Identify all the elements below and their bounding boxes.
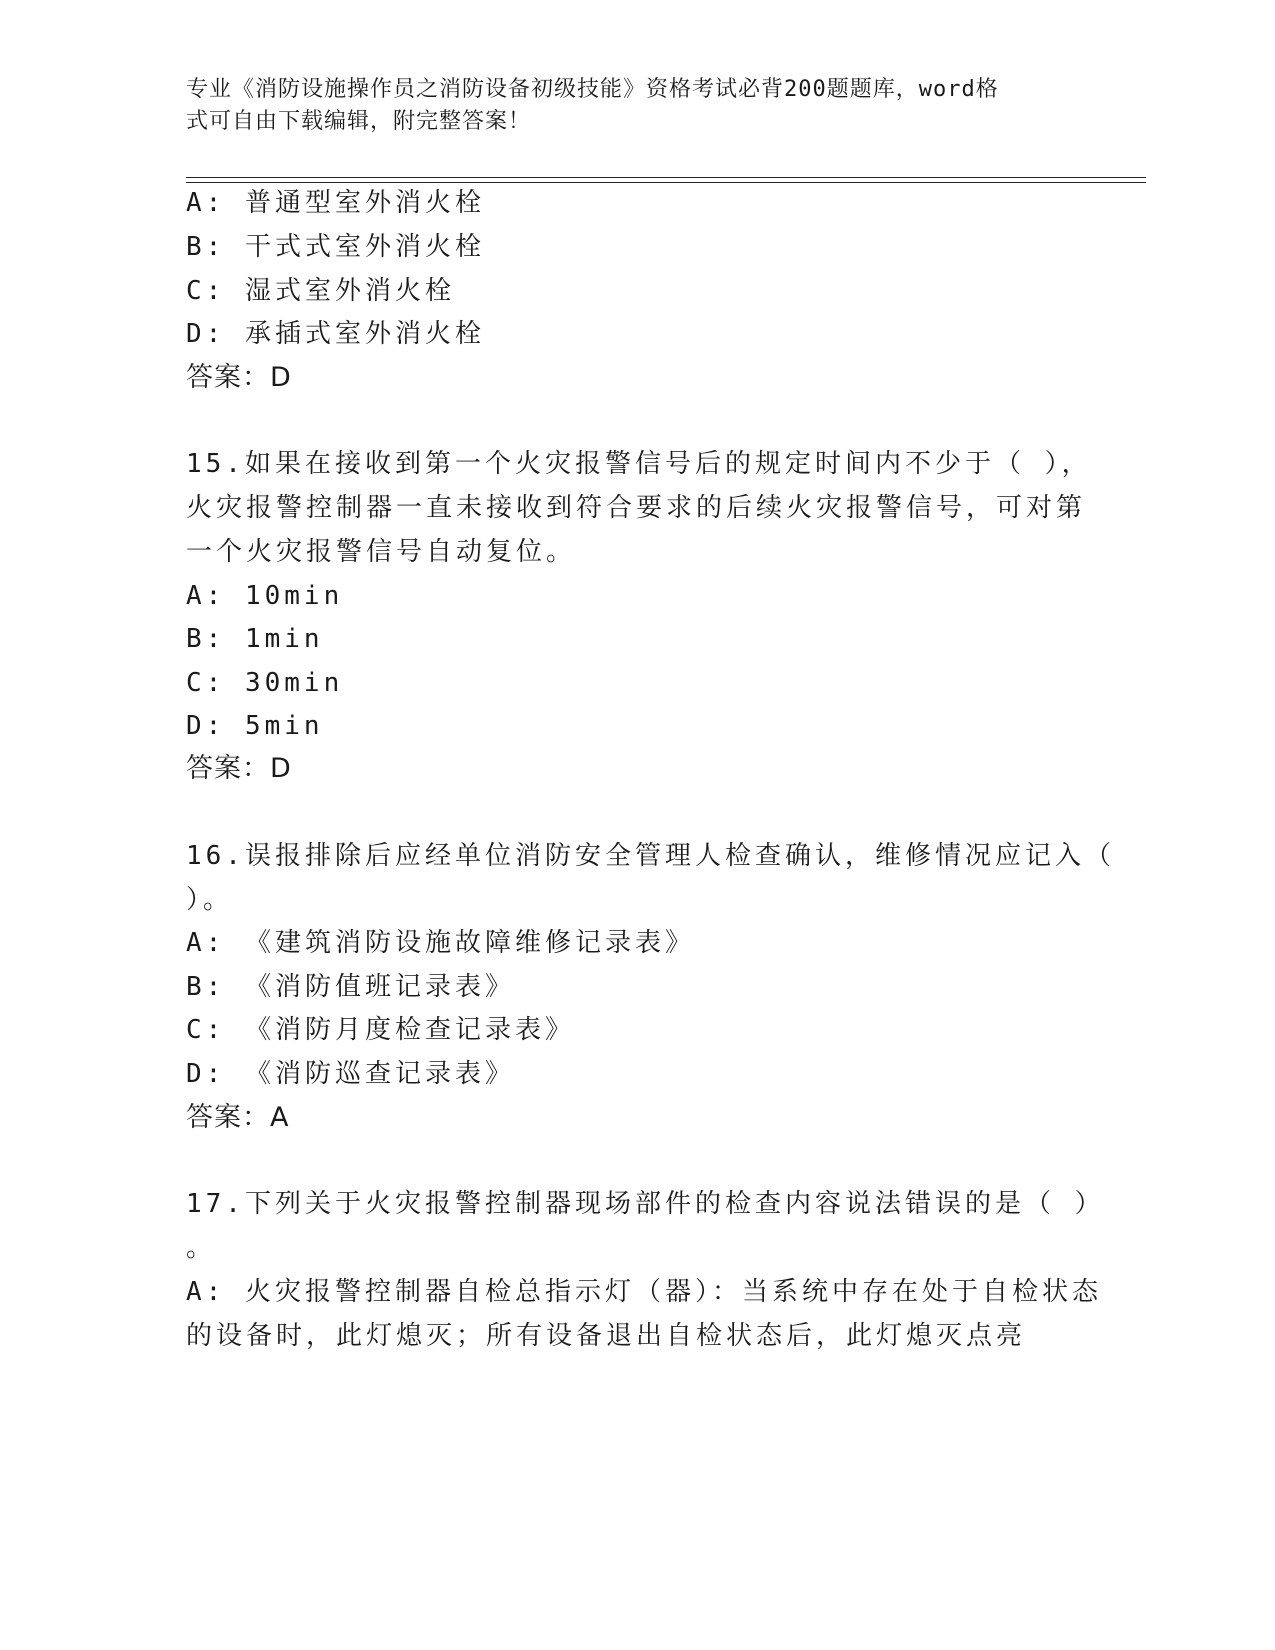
header-line-2: 式可自由下载编辑，附完整答案！ [186, 109, 532, 134]
q15-option-b: B: 1min [186, 624, 324, 654]
q14-option-a: A: 普通型室外消火栓 [186, 188, 485, 218]
q16-option-b: B: 《消防值班记录表》 [186, 972, 515, 1002]
q15-stem-line-3: 一个火灾报警信号自动复位。 [186, 537, 577, 567]
q14-option-b: B: 干式式室外消火栓 [186, 232, 485, 262]
q15-option-c: C: 30min [186, 668, 344, 698]
q14-option-c: C: 湿式室外消火栓 [186, 276, 455, 306]
header-divider-top [186, 177, 1146, 178]
q15-stem-line-1: 15.如果在接收到第一个火灾报警信号后的规定时间内不少于（ ）， [186, 449, 1092, 479]
q16-option-c: C: 《消防月度检查记录表》 [186, 1015, 575, 1045]
q14-answer: 答案：D [186, 362, 292, 393]
q14-option-d: D: 承插式室外消火栓 [186, 319, 485, 349]
q17-option-a-line-1: A: 火灾报警控制器自检总指示灯（器）：当系统中存在处于自检状态 [186, 1277, 1102, 1307]
q16-option-d: D: 《消防巡查记录表》 [186, 1059, 515, 1089]
q16-option-a: A: 《建筑消防设施故障维修记录表》 [186, 928, 695, 958]
q17-option-a-line-2: 的设备时，此灯熄灭；所有设备退出自检状态后，此灯熄灭点亮 [186, 1321, 1027, 1351]
q15-option-d: D: 5min [186, 711, 324, 741]
header-divider-bottom [186, 182, 1146, 183]
header-line-1: 专业《消防设施操作员之消防设备初级技能》资格考试必背200题题库，word格 [186, 77, 999, 102]
q17-stem-line-1: 17.下列关于火灾报警控制器现场部件的检查内容说法错误的是（ ） [186, 1189, 1105, 1219]
q17-stem-line-2: 。 [186, 1233, 217, 1263]
q16-stem-line-1: 16.误报排除后应经单位消防安全管理人检查确认，维修情况应记入（ [186, 841, 1115, 871]
q15-stem-line-2: 火灾报警控制器一直未接收到符合要求的后续火灾报警信号，可对第 [186, 493, 1087, 523]
q15-option-a: A: 10min [186, 581, 344, 611]
q15-answer: 答案：D [186, 753, 292, 784]
document-header [186, 74, 1066, 138]
q16-answer: 答案：A [186, 1102, 290, 1133]
q16-stem-line-2: ）。 [186, 885, 234, 915]
